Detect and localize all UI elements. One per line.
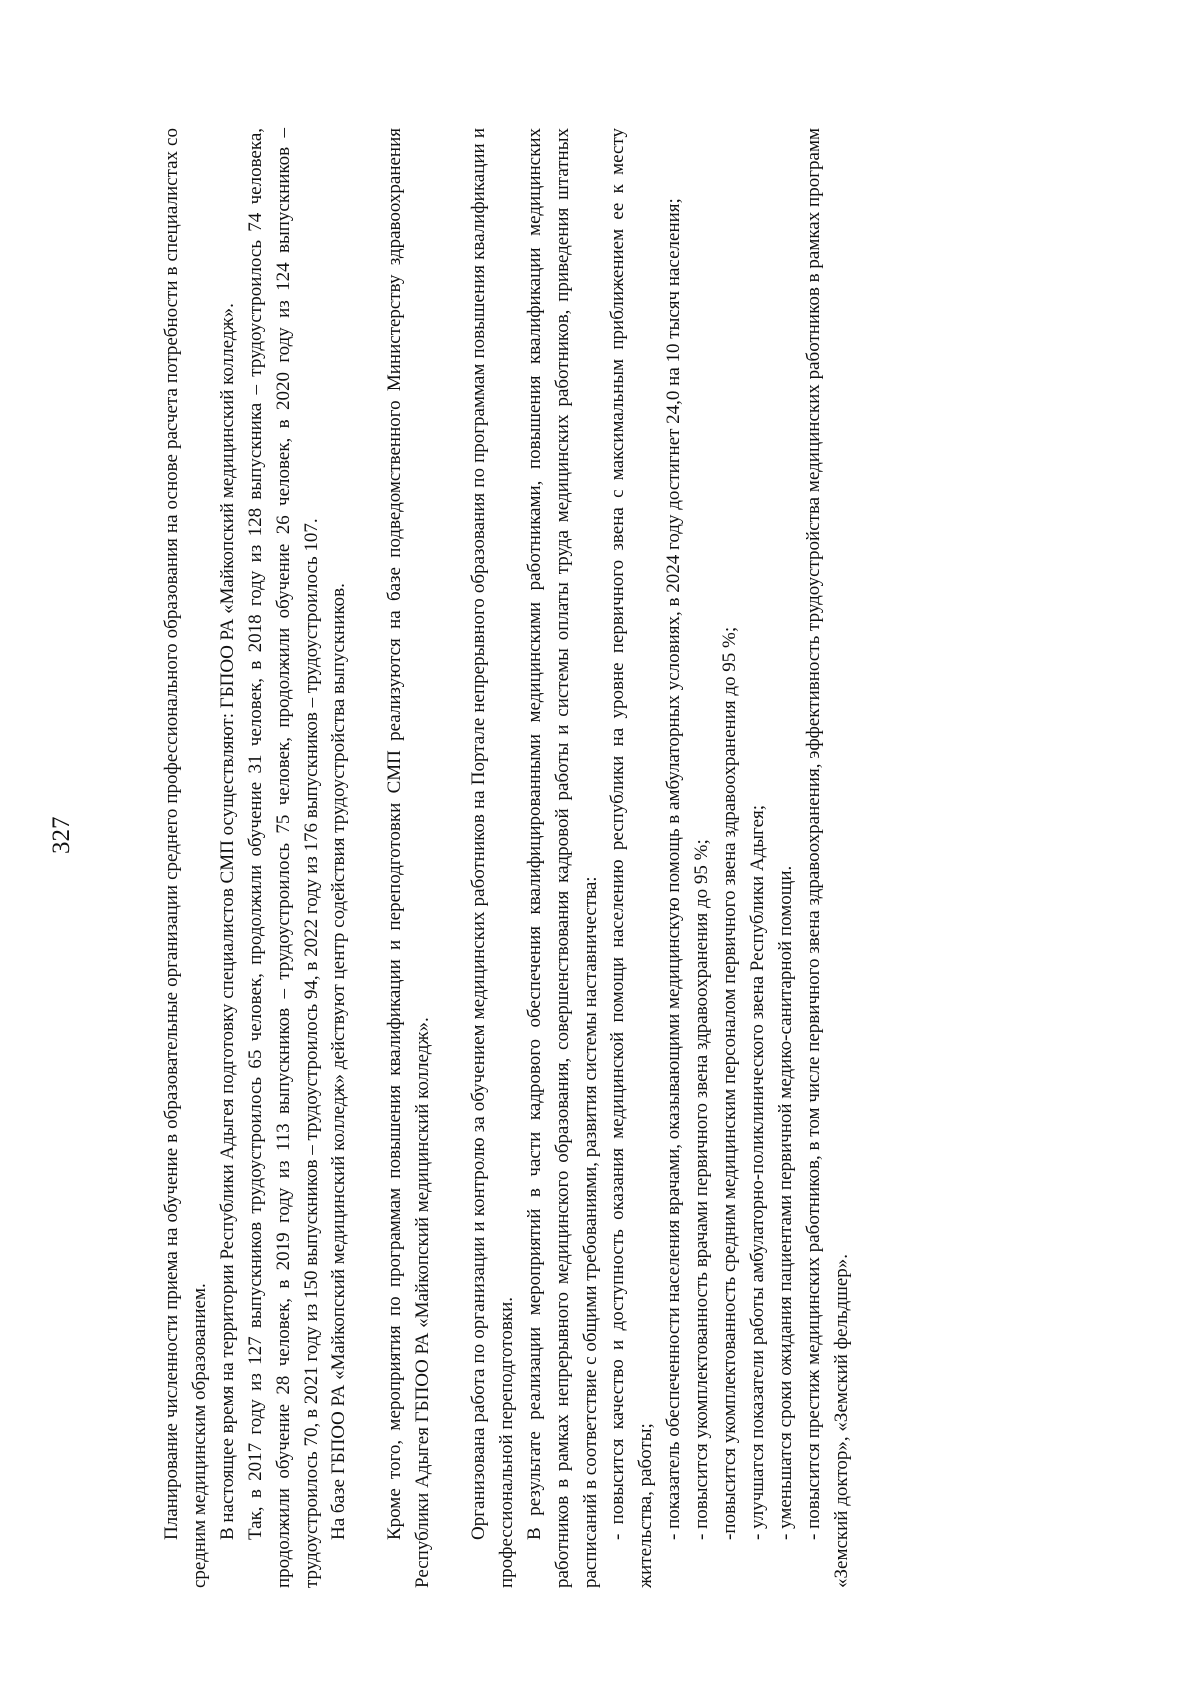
list-item-6: - уменьшатся сроки ожидания пациентами первичной медико-санитарной помощи. <box>774 865 796 1540</box>
list-item-2: - показатель обеспеченности населения врачами, оказывающими медицинскую помощь в амбулаторных условиях, в 2024 году достигнет 24,0 на 10 тысяч населения; <box>663 198 685 1540</box>
list-item-3: - повысится укомплектованность врачами первичного звена здравоохранения до 95 %; <box>691 839 713 1540</box>
paragraph-7: В результате реализации мероприятий в части кадрового обеспечения квалифицированными медицинскими работниками, повышения квалификации медицинских работников в рамках непрерывного медицинского образования, совершенствования кадровой работы и системы оплаты труда медицинских работников, приведения штатных расписаний в соответствие с общими требованиями, развития системы наставничества: <box>523 128 601 1588</box>
paragraph-2: В настоящее время на территории Республики Адыгея подготовку специалистов СМП осуществляют: ГБПОО РА «Майкопский медицинский колледж». <box>216 303 238 1540</box>
list-item-7: - повысится престиж медицинских работников, в том числе первичного звена здравоохранения, эффективность трудоустройства медицинских работников в рамках программ «Земский доктор», «Земский фельдшер». <box>802 128 852 1588</box>
page-number: 327 <box>48 816 75 854</box>
list-item-4: -повысится укомплектованность средним медицинским персоналом первичного звена здравоохранения до 95 %; <box>719 626 741 1540</box>
paragraph-6: Организована работа по организации и контролю за обучением медицинских работников на Портале непрерывного образования по программам повышения квалификации и профессиональной переподготовки. <box>467 128 517 1588</box>
list-item-1: - повысится качество и доступность оказания медицинской помощи населению республики на уровне первичного звена с максимальным приближением ее к месту жительства, работы; <box>607 128 657 1588</box>
rotated-text-block <box>158 128 856 1588</box>
paragraph-1: Планирование численности приема на обучение в образовательные организации среднего профессионального образования на основе расчета потребности в специалистах со средним медицинским образованием. <box>161 128 210 1588</box>
paragraph-4: На базе ГБПОО РА «Майкопский медицинский колледж» действуют центр содействия трудоустройства выпускников. <box>328 583 350 1540</box>
paragraph-5: Кроме того, мероприятия по программам повышения квалификации и переподготовки СМП реализуются на базе подведомственного Министерству здравоохранения Республики Адыгея ГБПОО РА «Майкопский медицинский колледж». <box>384 128 434 1588</box>
paragraph-3: Так, в 2017 году из 127 выпускников трудоустроилось 65 человек, продолжили обучение 31 человек, в 2018 году из 128 выпускника – трудоустроилось 74 человека, продолжили обучение 28 человек, в 2019 году из 113 выпускников – трудоустроилось 75 человек, продолжили обучение 26 человек, в 2020 году из 124 выпускников – трудоустроилось 70, в 2021 году из 150 выпускников – трудоустроилось 94, в 2022 году из 176 выпускников – трудоустроилось 107. <box>244 128 322 1588</box>
list-item-5: - улучшатся показатели работы амбулаторно-поликлинического звена Республики Адыгея; <box>747 804 768 1540</box>
